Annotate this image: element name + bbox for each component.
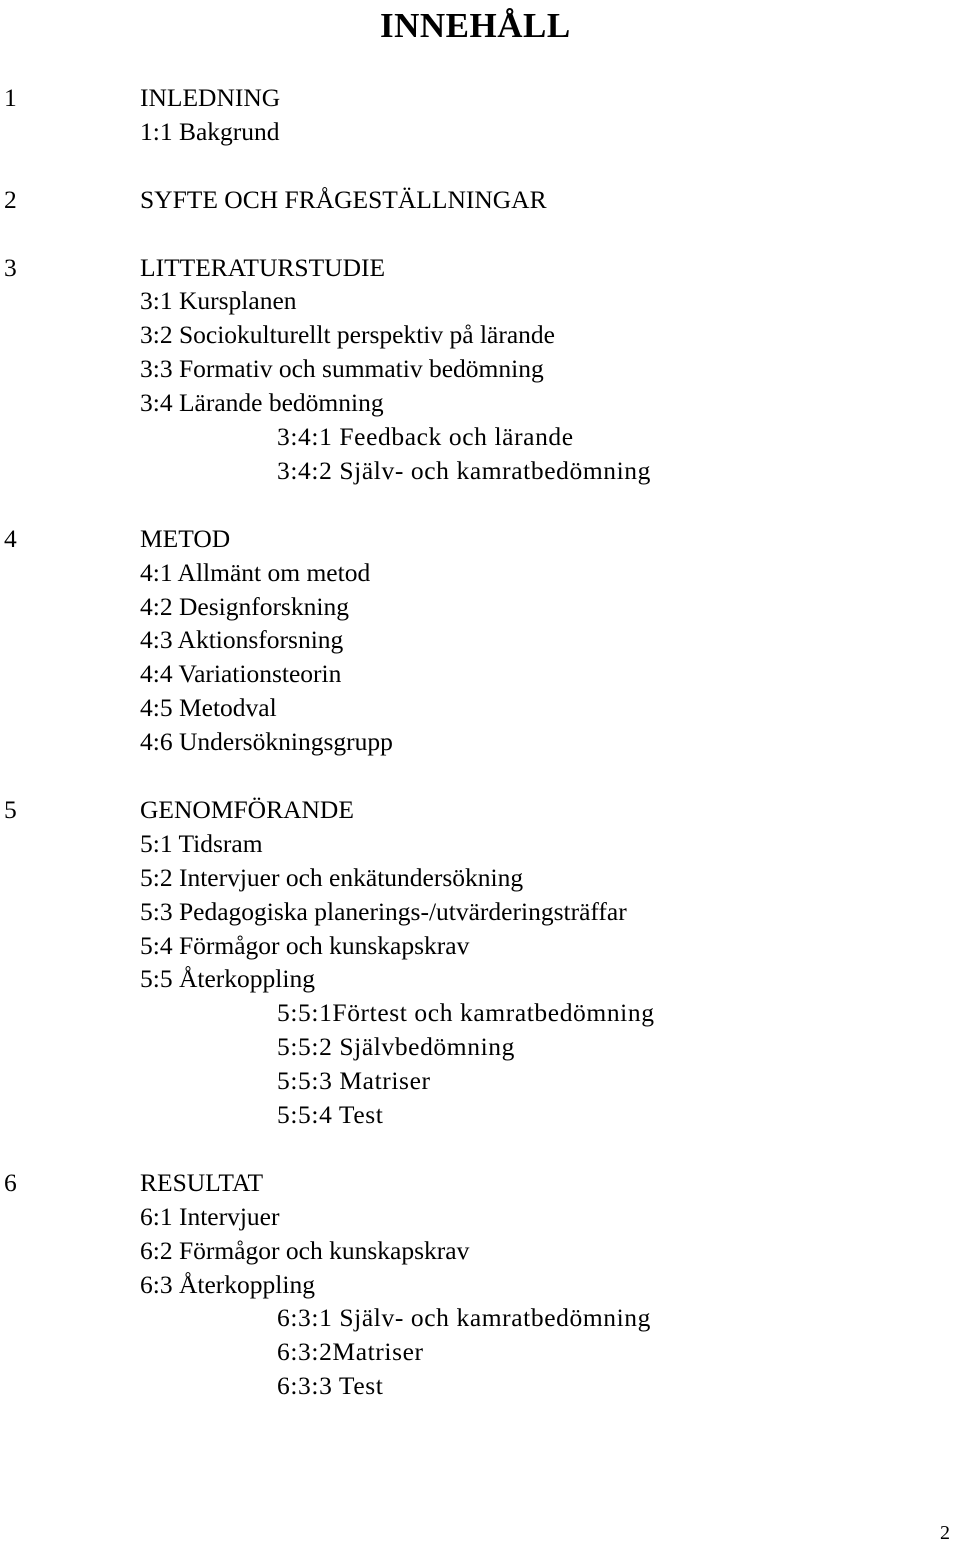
toc-subsection: 5:1 Tidsram	[140, 828, 263, 858]
toc-subsubsection: 5:5:3 Matriser	[277, 1066, 431, 1096]
toc-subsubsection: 3:4:1 Feedback och lärande	[277, 422, 574, 451]
toc-subsection: 4:1 Allmänt om metod	[140, 557, 371, 587]
toc-subsubsection: 6:3:2Matriser	[277, 1337, 424, 1367]
toc-subsection: 4:4 Variationsteorin	[140, 659, 342, 689]
section-number: 1	[4, 83, 17, 112]
toc-subsection: 6:3 Återkoppling	[140, 1269, 315, 1299]
section-heading: INLEDNING	[140, 83, 281, 112]
section-heading: LITTERATURSTUDIE	[140, 252, 386, 282]
toc-subsection: 4:3 Aktionsforsning	[140, 625, 344, 655]
toc-subsection: 4:5 Metodval	[140, 693, 277, 723]
toc-subsubsection: 3:4:2 Själv- och kamratbedömning	[277, 455, 652, 485]
toc-subsection: 5:3 Pedagogiska planerings-/utvärderingsträffar	[140, 896, 627, 926]
section-number: 4	[4, 523, 17, 553]
section-heading: RESULTAT	[140, 1167, 264, 1197]
toc-subsection: 3:4 Lärande bedömning	[140, 388, 384, 418]
section-heading: SYFTE OCH FRÅGESTÄLLNINGAR	[140, 184, 547, 214]
toc-subsection: 6:1 Intervjuer	[140, 1201, 280, 1231]
toc-subsection: 4:2 Designforskning	[140, 591, 349, 621]
page-number: 2	[940, 1522, 950, 1544]
section-number: 3	[4, 252, 17, 282]
toc-subsection: 5:4 Förmågor och kunskapskrav	[140, 930, 470, 960]
toc-subsection: 6:2 Förmågor och kunskapskrav	[140, 1235, 470, 1265]
section-heading: GENOMFÖRANDE	[140, 794, 354, 824]
section-number: 6	[4, 1167, 17, 1197]
section-heading: METOD	[140, 523, 231, 553]
section-number: 2	[4, 184, 17, 214]
toc-subsubsection: 5:5:4 Test	[277, 1100, 384, 1129]
toc-subsection: 3:1 Kursplanen	[140, 286, 297, 316]
toc-subsubsection: 5:5:1Förtest och kamratbedömning	[277, 998, 655, 1028]
toc-subsection: 5:5 Återkoppling	[140, 964, 315, 994]
toc-subsubsection: 6:3:1 Själv- och kamratbedömning	[277, 1303, 652, 1333]
toc-subsection: 3:3 Formativ och summativ bedömning	[140, 354, 544, 384]
toc-subsection: 3:2 Sociokulturellt perspektiv på lärande	[140, 320, 555, 350]
toc-subsection: 4:6 Undersökningsgrupp	[140, 727, 393, 757]
section-number: 5	[4, 794, 17, 824]
toc-subsection: 1:1 Bakgrund	[140, 116, 280, 146]
toc-subsubsection: 6:3:3 Test	[277, 1371, 384, 1401]
toc-subsection: 5:2 Intervjuer och enkätundersökning	[140, 862, 524, 892]
page-title: INNEHÅLL	[380, 6, 571, 45]
toc-subsubsection: 5:5:2 Självbedömning	[277, 1032, 515, 1062]
